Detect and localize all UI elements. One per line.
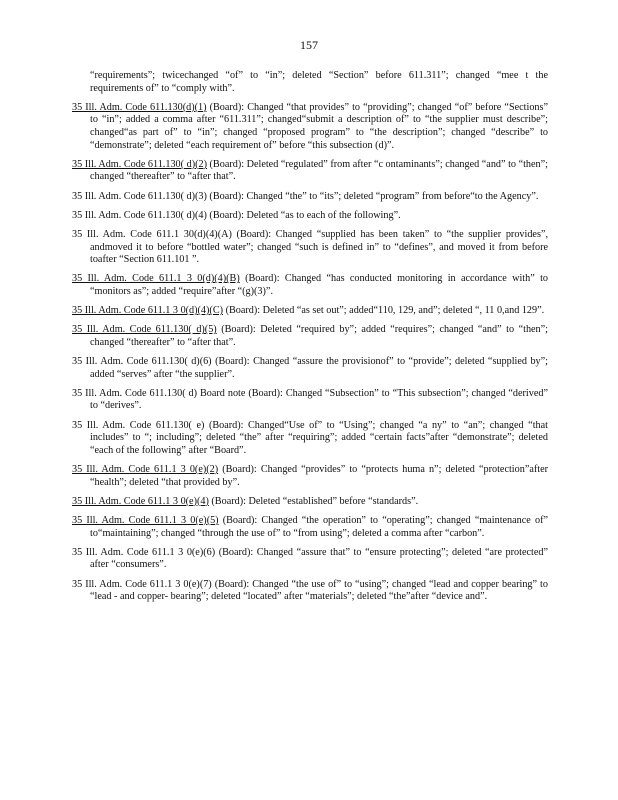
change-description: (Board): Changed “assure the provisionof” to “provide”; deleted “supplied by”; added “serves” after “the supplier”. [90, 356, 549, 380]
entry-list [72, 102, 548, 604]
continuation-paragraph: “requirements”; twicechanged “of” to “in”; deleted “Section” before 611.311”; changed “mee t the requirements of” to “comply with”. [90, 70, 548, 94]
citation: 35 Ill. Adm. Code 611.130( e) [72, 419, 205, 431]
citation: 35 Ill. Adm. Code 611.130(d)(1) [72, 101, 207, 113]
change-description: (Board): Changed “supplied has been taken” to “the supplier provides”, andmoved it to before “bottled water”; changed “such is defined in” to “defines”, and moved it from before toafter “Section 611.101 ”. [90, 228, 548, 266]
citation: 35 Ill. Adm. Code 611.1 3 0(d)(4)(C) [72, 305, 224, 317]
page-number: 157 [300, 38, 318, 52]
citation: 35 Ill. Adm. Code 611.1 3 0(e)(7) [72, 578, 212, 590]
change-description: (Board): Changed “the operation” to “operating”; changed “maintenance of” to“maintaining”; changed “through the use of” to “from using”; deleted a comma after “carbon”. [90, 514, 548, 539]
list-item [72, 420, 548, 458]
citation: 35 Ill. Adm. Code 611.130( d)(4) [72, 209, 207, 221]
list-item [72, 547, 548, 572]
citation: 35 Ill. Adm. Code 611.130( d)(5) [72, 324, 217, 336]
citation: 35 Ill. Adm. Code 611.1 3 0(e)(5) [72, 514, 219, 526]
citation: 35 Ill. Adm. Code 611.1 3 0(e)(6) [72, 546, 216, 558]
change-description: (Board): Deleted “regulated” from after “c ontaminants”; changed “and” to “then”; changed “thereafter” to “after that”. [90, 158, 548, 183]
list-item [72, 210, 548, 223]
change-description: (Board): Deleted “established” before “standards”. [208, 495, 419, 507]
list-item [72, 579, 548, 604]
change-description: (Board): Changed“Use of” to “Using”; changed “a ny” to “an”; changed “that includes” to “; including”; deleted “the” after “requiring”; added “certain facts”after “demonstrate”; deleted “each of the following” after “Board”. [90, 419, 548, 456]
change-description: (Board): Changed “Subsection” to “This subsection”; changed “derived” to “derives”. [90, 387, 548, 412]
citation: 35 Ill. Adm. Code 611.130( d)(2) [72, 158, 207, 170]
list-item [72, 229, 548, 267]
citation: 35 Ill. Adm. Code 611.130( d)(6) [72, 356, 212, 368]
change-description: (Board): Changed “the” to “its”; deleted “program” from before“to the Agency”. [206, 190, 539, 202]
list-item [72, 464, 548, 489]
list-item [72, 356, 548, 381]
change-description: (Board): Deleted “as to each of the following”. [206, 209, 401, 221]
citation: 35 Ill. Adm. Code 611.130( d)(3) [72, 190, 207, 202]
change-description: (Board): Changed “that provides” to “providing”; changed “of” before “Sections” to “in”; added a comma after “611.311”; changed“submit a description of” to “the supplier must describe”; changed“as part of” to “in”; changed “proposed program” to “the description”; changed “describe” to “demonstrate”; deleted “each requirement of” before “this subsection (d)”. [90, 101, 548, 151]
list-item [72, 388, 548, 413]
list-item [72, 496, 548, 509]
citation: 35 Ill. Adm. Code 611.1 3 0(e)(4) [72, 495, 209, 507]
list-item [72, 159, 548, 184]
list-item [72, 305, 548, 318]
citation: 35 Ill. Adm. Code 611.1 3 0(e)(2) [72, 463, 219, 475]
list-item [72, 515, 548, 540]
change-description: (Board): Deleted “required by”; added “requires”; changed “and” to “then”; changed “thereafter” to “after that”. [90, 324, 549, 348]
citation: 35 Ill. Adm. Code 611.130( d) Board note [72, 387, 246, 399]
change-description: (Board): Changed “the use of” to “using”; changed “lead and copper bearing” to “lead - and copper- bearing”; deleted “located” after “materials”; deleted “the”after “device and”. [90, 578, 548, 603]
citation: 35 Ill. Adm. Code 611.1 3 0(d)(4)(B) [72, 273, 240, 285]
change-description: (Board): Changed “assure that” to “ensure protecting”; deleted “are protected” after “consumers”. [90, 546, 548, 571]
citation: 35 Ill. Adm. Code 611.1 30(d)(4)(A) [72, 228, 232, 240]
change-description: (Board): Changed “provides” to “protects huma n”; deleted “protection”after “health”; deleted “that provided by”. [90, 463, 548, 488]
list-item [72, 273, 548, 298]
list-item [72, 324, 548, 349]
amendment-notes [72, 70, 548, 610]
change-description: (Board): Changed “has conducted monitoring in accordance with” to “monitors as”; added “require”after “(g)(3)”. [90, 273, 548, 297]
change-description: (Board): Deleted “as set out”; added“110, 129, and”; deleted “, 11 0,and 129”. [223, 305, 545, 317]
list-item [72, 102, 548, 152]
list-item [72, 191, 548, 204]
